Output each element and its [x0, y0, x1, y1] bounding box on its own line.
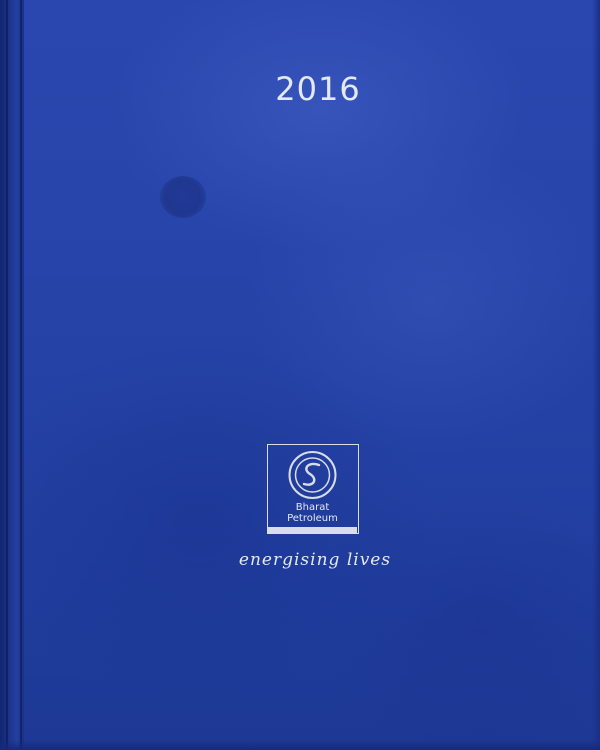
- spine-groove: [20, 0, 22, 750]
- logo-text-line1: Bharat: [295, 502, 330, 513]
- book-spine: [0, 0, 24, 750]
- logo-text-line2: Petroleum: [287, 513, 338, 524]
- cover-tagline: energising lives: [238, 550, 392, 570]
- cover-right-edge: [592, 0, 600, 750]
- spine-groove: [6, 0, 8, 750]
- company-logo: [267, 444, 359, 534]
- logo-underline-bar: [268, 527, 357, 533]
- water-stain: [160, 176, 206, 218]
- cover-bottom-edge: [0, 740, 600, 750]
- cover-year: 2016: [275, 70, 361, 108]
